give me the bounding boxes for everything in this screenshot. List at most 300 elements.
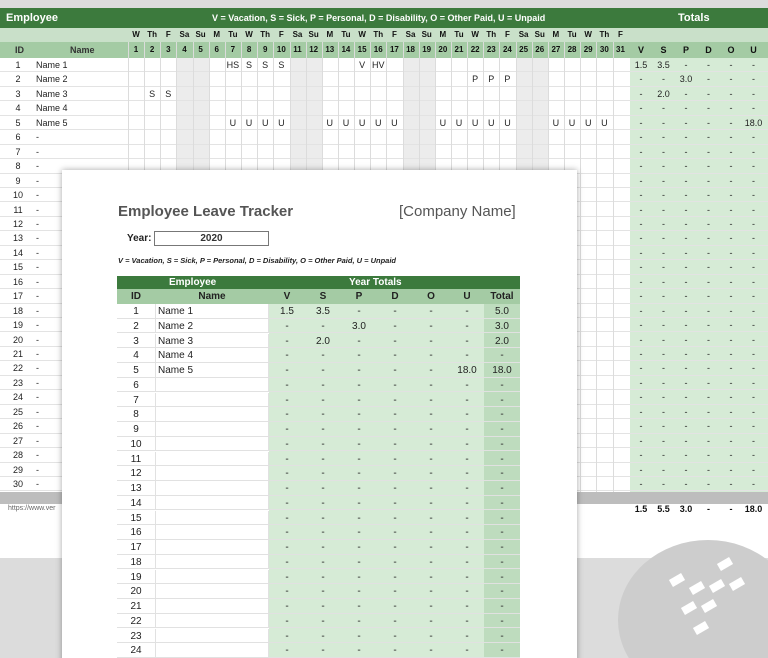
employee-name[interactable]: - xyxy=(36,247,39,258)
day-number-header: 5 xyxy=(198,45,203,54)
employee-name[interactable] xyxy=(155,584,269,599)
total-cell: - xyxy=(752,421,755,432)
p-value: - xyxy=(357,645,361,657)
sheet-title: Employee xyxy=(6,12,58,24)
total-cell: - xyxy=(729,291,733,302)
total-cell: - xyxy=(729,392,733,403)
employee-name[interactable]: - xyxy=(36,161,39,172)
employee-name[interactable]: Name 3 xyxy=(36,88,68,99)
employee-name[interactable] xyxy=(155,599,269,614)
day-number-header: 28 xyxy=(567,45,577,54)
u-value: - xyxy=(465,306,469,317)
total-value: - xyxy=(500,527,504,539)
row-id: 14 xyxy=(130,497,142,509)
row-id: 27 xyxy=(12,435,23,446)
p-value: - xyxy=(357,586,361,598)
total-cell: - xyxy=(752,464,755,475)
total-cell: - xyxy=(639,74,643,85)
employee-name[interactable]: - xyxy=(36,334,39,345)
s-value: - xyxy=(321,556,325,568)
total-cell: - xyxy=(729,406,733,417)
day-number-header: 24 xyxy=(502,45,512,54)
d-value: - xyxy=(393,512,397,524)
u-value: - xyxy=(465,424,469,435)
u-value: - xyxy=(465,586,469,598)
day-number-header: 11 xyxy=(293,45,302,54)
row-id: 21 xyxy=(12,349,23,359)
u-value: - xyxy=(465,615,469,627)
p-value: - xyxy=(357,365,361,376)
s-value: 2.0 xyxy=(316,335,330,347)
u-value: - xyxy=(465,468,469,480)
s-value: - xyxy=(321,424,325,435)
day-name-header: Su xyxy=(421,30,432,39)
day-name-header: W xyxy=(584,30,592,39)
leave-code-cell[interactable]: U xyxy=(278,117,285,128)
monthly-row xyxy=(0,145,768,159)
total-cell: - xyxy=(752,218,755,229)
leave-code-cell[interactable]: U xyxy=(488,117,495,128)
leave-code-cell[interactable]: U xyxy=(471,117,479,128)
employee-name[interactable]: - xyxy=(36,464,39,475)
o-value: - xyxy=(429,542,433,553)
total-cell: - xyxy=(684,377,688,388)
u-value: - xyxy=(465,379,469,391)
total-cell: - xyxy=(729,132,733,143)
v-value: - xyxy=(285,438,289,450)
leave-code-cell[interactable]: P xyxy=(488,74,495,85)
monthly-row xyxy=(0,58,768,72)
row-id: 30 xyxy=(12,479,23,490)
leave-code-cell[interactable]: U xyxy=(504,117,511,128)
leave-code-cell[interactable]: U xyxy=(552,117,560,128)
v-value: - xyxy=(285,586,289,598)
total-cell: - xyxy=(639,377,643,388)
day-name-header: M xyxy=(213,30,221,39)
total-cell: - xyxy=(707,377,710,388)
total-cell: - xyxy=(639,320,643,331)
s-value: - xyxy=(321,350,325,362)
d-value: - xyxy=(393,556,397,568)
p-value: - xyxy=(357,379,361,391)
leave-code-cell[interactable]: S xyxy=(262,60,269,70)
total-cell: - xyxy=(752,247,755,258)
employee-name[interactable]: - xyxy=(36,479,39,490)
p-value: - xyxy=(357,409,361,421)
d-value: - xyxy=(393,424,397,435)
day-name-header: Th xyxy=(147,30,158,39)
total-cell: - xyxy=(684,276,688,287)
o-value: - xyxy=(429,615,433,627)
leave-code-cell[interactable]: P xyxy=(504,74,511,85)
day-number-header: 3 xyxy=(166,45,171,54)
monthly-row xyxy=(0,101,768,115)
total-cell: - xyxy=(729,464,733,475)
total-cell: - xyxy=(707,421,710,432)
employee-name[interactable]: Name 5 xyxy=(155,363,269,378)
leave-code-legend: V = Vacation, S = Sick, P = Personal, D = Disability, O = Other Paid, U = Unpaid xyxy=(212,13,546,23)
row-id: 24 xyxy=(12,392,23,403)
v-value: - xyxy=(285,483,289,494)
leave-code-cell[interactable]: V xyxy=(359,60,366,70)
employee-name[interactable]: - xyxy=(36,305,39,316)
leave-code-cell[interactable]: U xyxy=(326,117,334,128)
total-value: - xyxy=(500,409,504,421)
total-value: - xyxy=(500,468,504,480)
employee-name[interactable]: - xyxy=(36,349,39,359)
u-value: 18.0 xyxy=(457,365,477,376)
row-id: 3 xyxy=(15,88,21,99)
employee-name[interactable]: - xyxy=(36,435,39,446)
id-column-header: ID xyxy=(15,45,24,55)
leave-code-cell[interactable]: U xyxy=(229,117,237,128)
employee-name[interactable] xyxy=(155,570,269,585)
o-value: - xyxy=(429,438,433,450)
total-cell: - xyxy=(639,117,643,128)
day-name-header: Su xyxy=(308,30,319,39)
employee-name[interactable] xyxy=(155,452,269,467)
u-column-header: U xyxy=(463,291,471,302)
day-number-header: 9 xyxy=(262,45,268,54)
total-cell: - xyxy=(662,161,665,172)
o-value: - xyxy=(429,556,433,568)
employee-name[interactable] xyxy=(155,481,269,496)
leave-code-cell[interactable]: U xyxy=(375,117,382,128)
employee-name[interactable] xyxy=(155,614,269,629)
total-cell: - xyxy=(729,204,733,215)
total-cell: 2.0 xyxy=(657,88,670,99)
o-value: - xyxy=(429,527,433,539)
employee-name[interactable]: - xyxy=(36,190,39,201)
o-column-header: O xyxy=(427,291,435,302)
total-cell: - xyxy=(639,392,643,403)
row-id: 5 xyxy=(133,365,139,376)
day-number-header: 18 xyxy=(406,45,415,54)
employee-name[interactable]: - xyxy=(36,218,39,229)
total-cell: - xyxy=(729,247,733,258)
day-number-header: 13 xyxy=(325,45,335,54)
employee-name[interactable]: - xyxy=(36,233,39,244)
employee-name[interactable]: - xyxy=(36,377,39,388)
row-id: 7 xyxy=(15,146,21,157)
employee-name[interactable] xyxy=(155,378,269,393)
day-name-header: Sa xyxy=(179,30,190,39)
total-cell: 3.0 xyxy=(679,74,693,85)
leave-code-cell[interactable]: S xyxy=(149,88,156,99)
leave-code-cell[interactable]: U xyxy=(568,117,576,128)
employee-name[interactable] xyxy=(155,422,269,437)
total-cell: - xyxy=(707,132,710,143)
employee-name[interactable] xyxy=(155,555,269,570)
v-value: - xyxy=(285,335,289,347)
row-id: 1 xyxy=(15,60,21,70)
employee-name[interactable] xyxy=(155,540,269,555)
employee-name[interactable]: - xyxy=(36,204,39,215)
day-name-header: Sa xyxy=(292,30,303,39)
total-cell: - xyxy=(662,392,665,403)
total-cell: - xyxy=(729,190,733,201)
v-value: - xyxy=(285,320,289,332)
row-id: 26 xyxy=(12,421,23,432)
total-cell: - xyxy=(662,175,665,186)
d-value: - xyxy=(393,306,397,317)
employee-name[interactable]: - xyxy=(36,406,39,417)
total-cell: - xyxy=(639,233,643,244)
employee-name[interactable]: - xyxy=(36,421,39,432)
total-cell: - xyxy=(684,161,688,172)
row-id: 1 xyxy=(133,306,139,317)
total-cell: - xyxy=(684,132,688,143)
company-name[interactable]: [Company Name] xyxy=(399,203,516,220)
s-value: - xyxy=(321,497,325,509)
employee-name[interactable]: Name 1 xyxy=(36,60,68,70)
total-cell: - xyxy=(662,450,665,461)
employee-name[interactable] xyxy=(155,437,269,452)
total-value: - xyxy=(500,645,504,657)
sum-total-cell: 5.5 xyxy=(657,504,670,514)
leave-code-cell[interactable]: S xyxy=(246,60,253,70)
table-row xyxy=(117,525,520,540)
total-cell: - xyxy=(752,175,755,186)
total-cell: - xyxy=(684,334,688,345)
s-value: 3.5 xyxy=(316,306,330,317)
row-id: 11 xyxy=(13,204,23,215)
leave-code-cell[interactable]: P xyxy=(472,74,479,85)
total-cell: - xyxy=(662,320,665,331)
total-cell: - xyxy=(639,291,643,302)
total-cell: - xyxy=(684,435,688,446)
total-cell: - xyxy=(729,320,733,331)
leave-code-cell[interactable]: U xyxy=(439,117,447,128)
total-value: - xyxy=(500,483,504,494)
total-cell: - xyxy=(729,377,733,388)
p-value: - xyxy=(357,306,361,317)
s-value: - xyxy=(321,542,325,553)
s-value: - xyxy=(321,394,325,406)
employee-name[interactable]: Name 4 xyxy=(155,348,269,363)
total-value: - xyxy=(500,512,504,524)
employee-name[interactable]: Name 2 xyxy=(155,319,269,334)
employee-name[interactable]: Name 4 xyxy=(36,103,68,114)
total-cell: - xyxy=(662,103,665,114)
total-cell: - xyxy=(639,247,643,258)
row-id: 4 xyxy=(133,350,139,362)
total-cell: - xyxy=(639,190,643,201)
leave-code-cell[interactable]: S xyxy=(278,60,285,70)
total-cell: - xyxy=(707,406,710,417)
leave-code-cell[interactable]: U xyxy=(342,117,350,128)
employee-name[interactable]: - xyxy=(36,320,39,331)
u-value: - xyxy=(465,512,469,524)
row-id: 2 xyxy=(15,74,21,85)
day-number-header: 31 xyxy=(616,45,625,54)
day-number-header: 2 xyxy=(149,45,155,54)
s-value: - xyxy=(321,571,325,583)
leave-code-legend: V = Vacation, S = Sick, P = Personal, D = Disability, O = Other Paid, U = Unpaid xyxy=(118,256,397,265)
total-cell: - xyxy=(662,276,665,287)
day-number-header: 4 xyxy=(182,45,187,54)
total-cell: - xyxy=(729,363,733,374)
total-cell: - xyxy=(662,204,665,215)
total-column-header: S xyxy=(660,45,667,55)
total-cell: - xyxy=(639,146,643,157)
leave-code-cell[interactable]: U xyxy=(455,117,463,128)
row-id: 10 xyxy=(130,438,142,450)
leave-code-cell[interactable]: U xyxy=(261,117,269,128)
employee-name[interactable]: Name 3 xyxy=(155,334,269,349)
day-name-header: Tu xyxy=(454,30,464,39)
row-id: 9 xyxy=(15,175,21,186)
leave-code-cell[interactable]: U xyxy=(391,117,398,128)
table-row xyxy=(117,348,520,363)
d-value: - xyxy=(393,320,397,332)
d-column-header: D xyxy=(391,291,399,302)
total-cell: - xyxy=(729,74,733,85)
p-value: - xyxy=(357,497,361,509)
total-cell: - xyxy=(662,247,665,258)
total-value: - xyxy=(500,542,504,553)
s-value: - xyxy=(321,453,325,465)
u-value: - xyxy=(465,630,469,642)
total-cell: - xyxy=(639,132,643,143)
total-cell: - xyxy=(752,363,755,374)
total-value: - xyxy=(500,601,504,612)
row-id: 3 xyxy=(133,335,139,347)
total-cell: - xyxy=(639,276,643,287)
employee-name[interactable]: Name 5 xyxy=(36,117,68,128)
total-cell: - xyxy=(707,435,710,446)
employee-name[interactable]: - xyxy=(36,132,39,143)
d-value: - xyxy=(393,586,397,598)
p-value: 3.0 xyxy=(352,320,366,332)
total-cell: - xyxy=(639,161,643,172)
s-value: - xyxy=(321,379,325,391)
total-cell: - xyxy=(729,334,733,345)
o-value: - xyxy=(429,335,433,347)
employee-name[interactable]: - xyxy=(36,291,39,302)
total-cell: - xyxy=(662,218,665,229)
employee-name[interactable]: - xyxy=(36,262,39,273)
v-value: - xyxy=(285,379,289,391)
p-value: - xyxy=(357,571,361,583)
total-cell: - xyxy=(707,88,710,99)
day-name-header: F xyxy=(618,30,623,39)
o-value: - xyxy=(429,468,433,480)
employee-name[interactable]: Name 1 xyxy=(155,304,269,319)
employee-name[interactable] xyxy=(155,407,269,422)
sum-total-cell: 1.5 xyxy=(634,504,648,514)
table-row xyxy=(117,466,520,481)
leave-code-cell[interactable]: S xyxy=(165,88,172,99)
leave-code-cell[interactable]: HV xyxy=(371,60,385,70)
u-value: - xyxy=(465,497,469,509)
day-number-header: 8 xyxy=(246,45,252,54)
grid-line xyxy=(580,42,581,492)
total-cell: - xyxy=(639,363,643,374)
row-id: 8 xyxy=(15,161,21,172)
day-name-header: M xyxy=(439,30,447,39)
day-name-header: F xyxy=(278,30,284,39)
total-cell: - xyxy=(639,464,643,475)
total-cell: - xyxy=(752,320,755,331)
v-value: - xyxy=(285,556,289,568)
row-id: 15 xyxy=(12,262,23,273)
day-name-header: Sa xyxy=(518,30,529,39)
s-value: - xyxy=(321,468,325,480)
year-label: Year: xyxy=(127,233,152,244)
totals-title: Totals xyxy=(678,12,710,24)
total-cell: - xyxy=(684,60,688,70)
employee-name[interactable] xyxy=(155,511,269,526)
row-id: 8 xyxy=(133,409,139,421)
o-value: - xyxy=(429,497,433,509)
day-name-header: Tu xyxy=(567,30,577,39)
total-cell: - xyxy=(662,146,665,157)
employee-name[interactable] xyxy=(155,393,269,408)
employee-name[interactable] xyxy=(155,629,269,644)
sum-total-cell: 18.0 xyxy=(744,504,763,514)
employee-name[interactable] xyxy=(155,496,269,511)
row-id: 6 xyxy=(133,379,139,391)
total-value: 3.0 xyxy=(495,320,509,332)
v-value: - xyxy=(285,601,289,612)
employee-name[interactable]: - xyxy=(36,392,39,403)
total-cell: - xyxy=(662,363,665,374)
s-value: - xyxy=(321,512,325,524)
table-row xyxy=(117,496,520,511)
employee-name[interactable]: - xyxy=(36,363,39,374)
employee-name[interactable]: - xyxy=(36,146,39,157)
v-value: - xyxy=(285,365,289,376)
employee-name[interactable]: - xyxy=(36,450,39,461)
u-value: - xyxy=(465,394,469,406)
s-value: - xyxy=(321,586,325,598)
table-row xyxy=(117,407,520,422)
day-number-header: 22 xyxy=(470,45,480,54)
day-number-header: 15 xyxy=(357,45,367,54)
year-input[interactable]: 2020 xyxy=(154,231,269,246)
total-value: - xyxy=(500,615,504,627)
p-value: - xyxy=(357,601,361,612)
total-cell: - xyxy=(662,262,665,273)
total-cell: - xyxy=(752,262,755,273)
employee-name[interactable]: - xyxy=(36,276,39,287)
employee-name[interactable] xyxy=(155,643,269,658)
v-value: - xyxy=(285,453,289,465)
leave-code-cell[interactable]: U xyxy=(245,117,253,128)
employee-name[interactable]: Name 2 xyxy=(36,74,68,85)
table-row xyxy=(117,570,520,585)
row-id: 23 xyxy=(12,377,23,388)
day-number-header-row xyxy=(0,42,768,58)
leave-code-cell[interactable]: HS xyxy=(226,60,240,70)
row-id: 17 xyxy=(130,542,142,553)
total-cell: - xyxy=(684,103,688,114)
name-column-header: Name xyxy=(70,45,95,55)
row-id: 11 xyxy=(130,453,142,465)
employee-name[interactable]: - xyxy=(36,175,39,186)
total-cell: - xyxy=(707,450,710,461)
leave-code-cell[interactable]: U xyxy=(584,117,592,128)
leave-code-cell[interactable]: U xyxy=(358,117,366,128)
s-value: - xyxy=(321,527,325,539)
total-cell: - xyxy=(729,60,733,70)
employee-name[interactable] xyxy=(155,525,269,540)
day-name-header: M xyxy=(552,30,560,39)
leave-code-cell[interactable]: U xyxy=(601,117,608,128)
employee-name[interactable] xyxy=(155,466,269,481)
total-cell: - xyxy=(662,464,665,475)
